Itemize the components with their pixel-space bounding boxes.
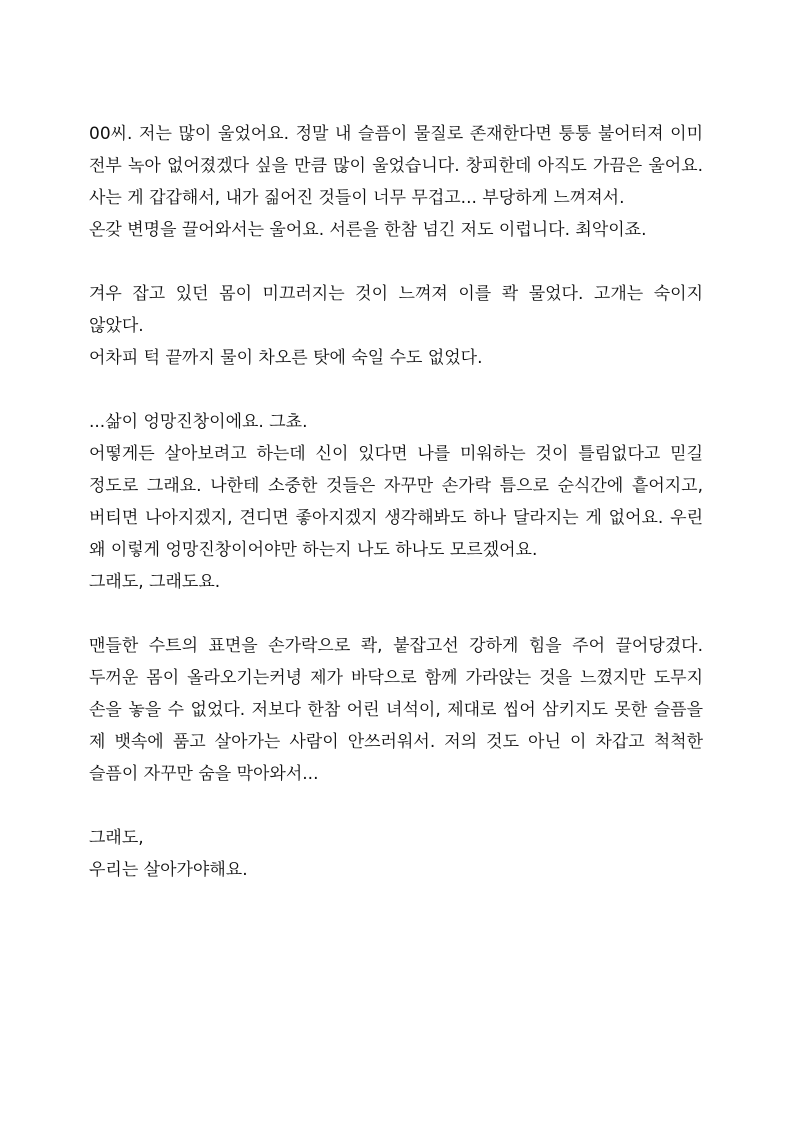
paragraph: 어차피 턱 끝까지 물이 차오른 탓에 숙일 수도 없었다. [89, 348, 483, 368]
paragraph: 온갖 변명을 끌어와서는 울어요. 서른을 한참 넘긴 저도 이럽니다. 최악이죠. [89, 220, 647, 240]
paragraph: 그래도, 그래도요. [89, 572, 221, 592]
blank-line [89, 790, 703, 822]
paragraph: 맨들한 수트의 표면을 손가락으로 콱, 붙잡고선 강하게 힘을 주어 끌어당겼다. 두꺼운 몸이 올라오기는커녕 제가 바닥으로 함께 가라앉는 것을 느꼈지만 도무지 손을 놓을 수 없었다. 저보다 한참 어린 녀석이, 제대로 씹어 삼키지도 못한 슬픔을 제 뱃속에 품고 살아가는 사람이 안쓰러워서. 저의 것도 아닌 이 차갑고 척척한 슬픔이 자꾸만 숨을 막아와서... [89, 636, 703, 784]
paragraph: 그래도, [89, 828, 144, 848]
paragraph: 어떻게든 살아보려고 하는데 신이 있다면 나를 미워하는 것이 틀림없다고 믿길 정도로 그래요. 나한테 소중한 것들은 자꾸만 손가락 틈으로 순식간에 흩어지고, 버티면 나아지겠지, 견디면 좋아지겠지 생각해봐도 하나 달라지는 게 없어요. 우린 왜 이렇게 엉망진창이어야만 하는지 나도 하나도 모르겠어요. [89, 444, 703, 560]
blank-line [89, 374, 703, 406]
blank-line [89, 246, 703, 278]
blank-line [89, 598, 703, 630]
paragraph: 00씨. 저는 많이 울었어요. 정말 내 슬픔이 물질로 존재한다면 퉁퉁 불어터져 이미 전부 녹아 없어졌겠다 싶을 만큼 많이 울었습니다. 창피한데 아직도 가끔은 울어요. 사는 게 갑갑해서, 내가 짊어진 것들이 너무 무겁고... 부당하게 느껴져서. [89, 124, 703, 208]
paragraph: 우리는 살아가야해요. [89, 860, 248, 880]
paragraph: 겨우 잡고 있던 몸이 미끄러지는 것이 느껴져 이를 콱 물었다. 고개는 숙이지 않았다. [89, 284, 703, 336]
paragraph: ...삶이 엉망진창이에요. 그쵸. [89, 412, 308, 432]
document-body [89, 118, 703, 886]
